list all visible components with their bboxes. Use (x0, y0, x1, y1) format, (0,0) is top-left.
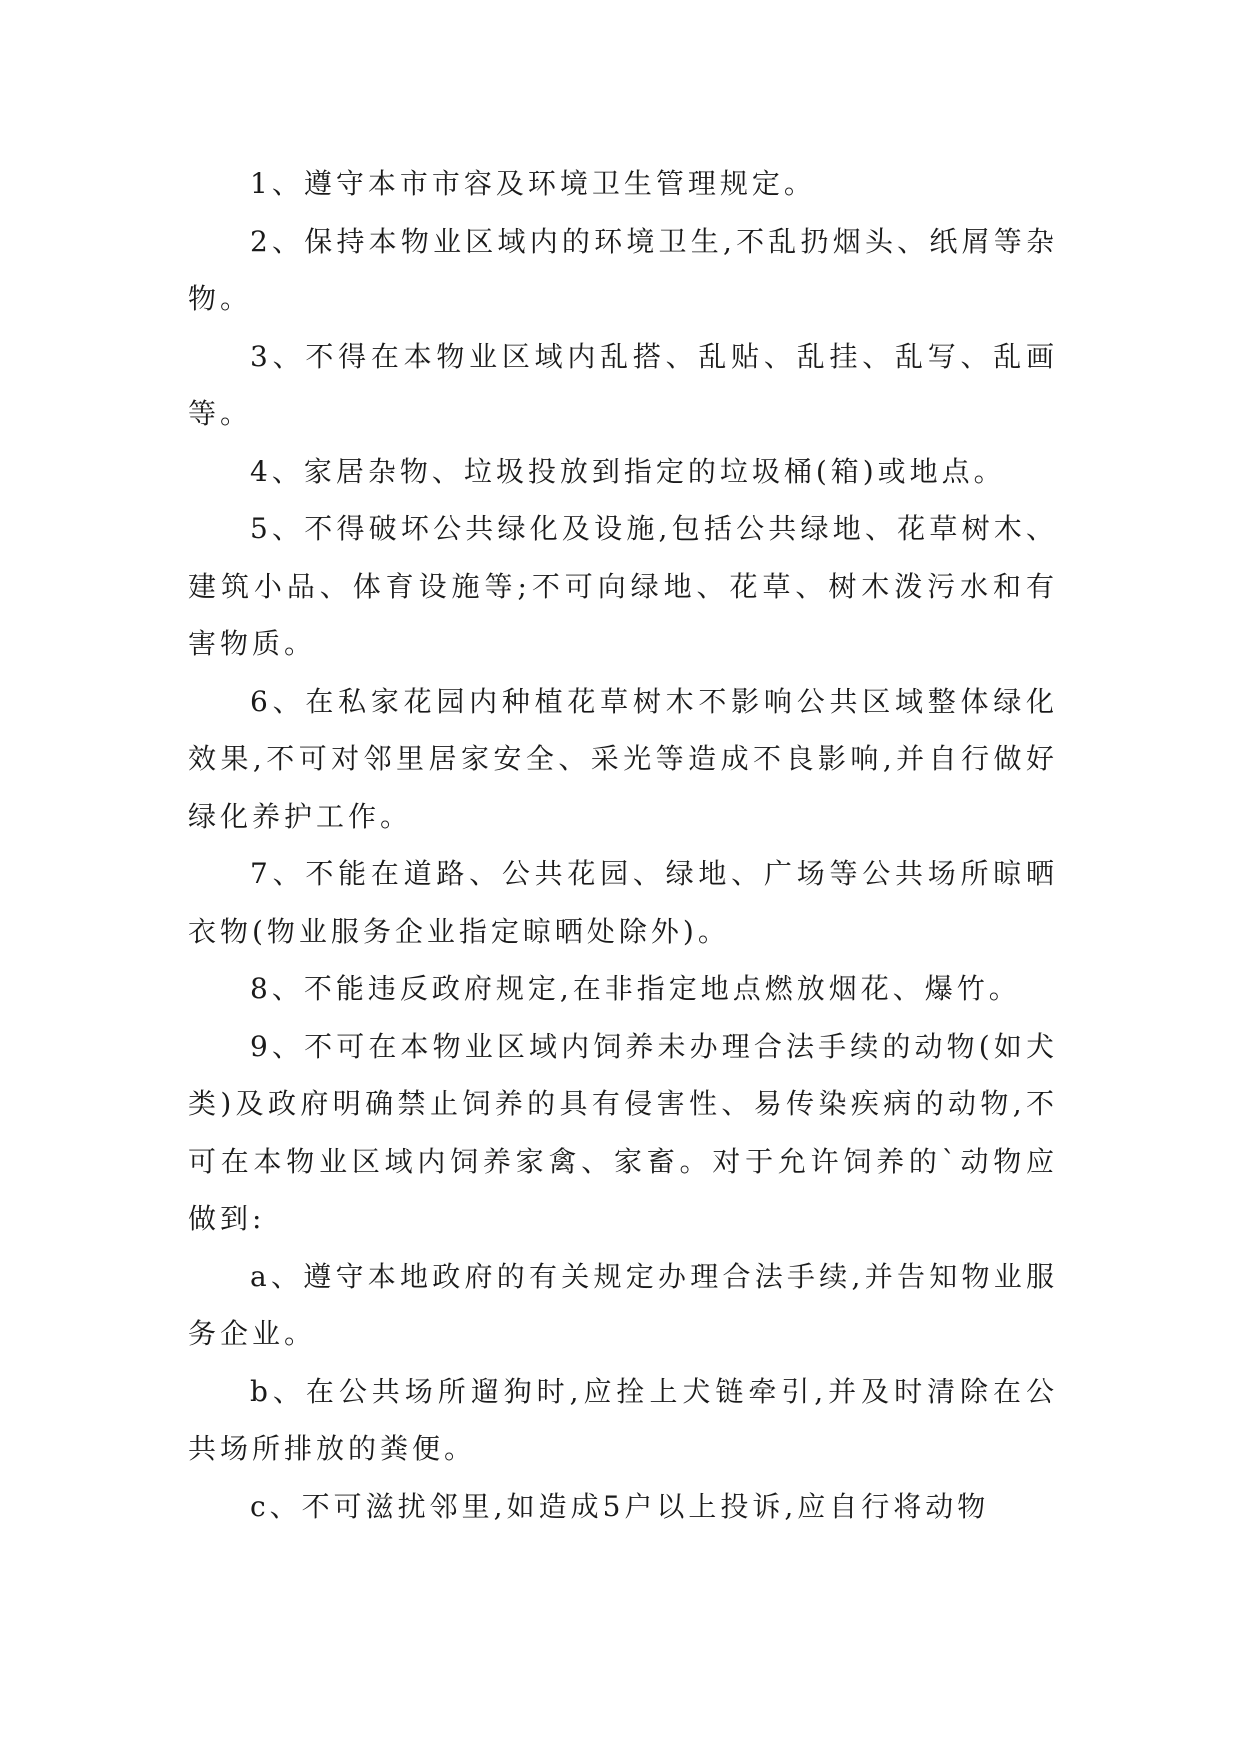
paragraph-3: 3、不得在本物业区域内乱搭、乱贴、乱挂、乱写、乱画等。 (188, 339, 1058, 430)
paragraph-b: b、在公共场所遛狗时,应拴上犬链牵引,并及时清除在公共场所排放的粪便。 (188, 1374, 1058, 1465)
paragraph-7: 7、不能在道路、公共花园、绿地、广场等公共场所晾晒衣物(物业服务企业指定晾晒处除外)。 (188, 857, 1058, 948)
paragraph-8: 8、不能违反政府规定,在非指定地点燃放烟花、爆竹。 (250, 972, 1021, 1005)
paragraph-1: 1、遵守本市市容及环境卫生管理规定。 (250, 167, 816, 200)
paragraph-2: 2、保持本物业区域内的环境卫生,不乱扔烟头、纸屑等杂物。 (188, 224, 1058, 315)
paragraph-4: 4、家居杂物、垃圾投放到指定的垃圾桶(箱)或地点。 (250, 454, 1006, 488)
paragraph-a: a、遵守本地政府的有关规定办理合法手续,并告知物业服务企业。 (188, 1259, 1058, 1350)
paragraph-5: 5、不得破坏公共绿化及设施,包括公共绿地、花草树木、建筑小品、体育设施等;不可向绿地、花草、树木泼污水和有害物质。 (188, 512, 1058, 660)
paragraph-c: c、不可滋扰邻里,如造成5户以上投诉,应自行将动物 (250, 1489, 990, 1523)
paragraph-6: 6、在私家花园内种植花草树木不影响公共区域整体绿化效果,不可对邻里居家安全、采光等造成不良影响,并自行做好绿化养护工作。 (188, 684, 1058, 833)
document-body (188, 155, 1058, 1535)
paragraph-9: 9、不可在本物业区域内饲养未办理合法手续的动物(如犬类)及政府明确禁止饲养的具有侵害性、易传染疾病的动物,不可在本物业区域内饲养家禽、家畜。对于允许饲养的`动物应做到: (188, 1029, 1058, 1235)
